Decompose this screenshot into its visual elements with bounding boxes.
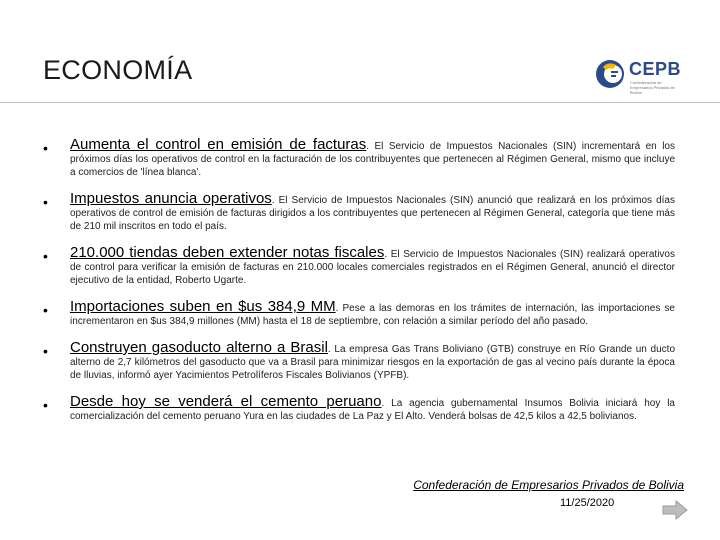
list-item [43, 138, 675, 179]
item-headline: Desde hoy se venderá el cemento peruano [70, 393, 382, 410]
item-headline: Impuestos anuncia operativos [70, 190, 272, 207]
item-text: . El Servicio de Impuestos Nacionales (SIN) anunció que realizará en los próximos días operativos de control de emisión de facturas dirigidos a los contribuyentes que pertenecen al Régimen General, categoría que tiene más de 210 mil inscritos en todo el país. [70, 195, 675, 232]
next-arrow-icon[interactable] [662, 500, 688, 520]
logo-name: CEPB [629, 59, 682, 79]
item-headline: 210.000 tiendas deben extender notas fiscales [70, 244, 385, 261]
footer-organization: Confederación de Empresarios Privados de Bolivia [413, 478, 684, 492]
bullet-icon: • [43, 194, 48, 210]
item-headline: Aumenta el control en emisión de facturas [70, 136, 367, 153]
list-item [43, 192, 675, 233]
item-text: . La empresa Gas Trans Boliviano (GTB) construye en Río Grande un ducto alterno de 2,7 kilómetros del gasoducto que va a Brasil para minimizar riesgos en la exportación de gas al vecino país durante la época de lluvias, informó ayer Yacimientos Petrolíferos Fiscales Bolivianos (YPFB). [70, 344, 676, 381]
bullet-icon: • [43, 343, 48, 359]
title-divider [0, 102, 720, 103]
item-text: . El Servicio de Impuestos Nacionales (SIN) incrementará en los próximos días los operativos de control en la facturación de los contribuyentes que pertenecen al Régimen General, mismo que incluye a comercios de 'línea blanca'. [70, 141, 675, 178]
bullet-icon: • [43, 397, 48, 413]
page-title: ECONOMÍA [43, 55, 193, 85]
list-item [43, 246, 675, 287]
item-headline: Importaciones suben en $us 384,9 MM [70, 298, 336, 315]
list-item [43, 341, 675, 382]
list-item [43, 300, 675, 328]
item-headline: Construyen gasoducto alterno a Brasil [70, 339, 328, 356]
cepb-logo [594, 57, 682, 95]
item-text: . El Servicio de Impuestos Nacionales (SIN) realizará operativos de control para verificar la emisión de facturas en 210.000 locales comerciales registrados en el Régimen General, anunció el director ejecutivo de la entidad, Roberto Ugarte. [70, 249, 675, 286]
cepb-emblem-icon [594, 58, 626, 90]
bullet-icon: • [43, 302, 48, 318]
footer-date: 11/25/2020 [560, 497, 615, 509]
logo-subtitle: Confederación de Empresarios Privados de Bolivia [630, 80, 675, 95]
news-list [43, 138, 675, 436]
bullet-icon: • [43, 248, 48, 264]
list-item [43, 395, 675, 423]
item-text: . La agencia gubernamental Insumos Bolivia iniciará hoy la comercialización del cemento peruano Yura en las ciudades de La Paz y El Alto. Venderá bolsas de 42,5 kilos a 42,5 bolivianos. [70, 398, 675, 422]
bullet-icon: • [43, 140, 48, 156]
item-text: . Pese a las demoras en los trámites de internación, las importaciones se incrementaron en $us 384,9 millones (MM) hasta el 18 de septiembre, con relación a similar período del año pasado. [70, 303, 675, 327]
